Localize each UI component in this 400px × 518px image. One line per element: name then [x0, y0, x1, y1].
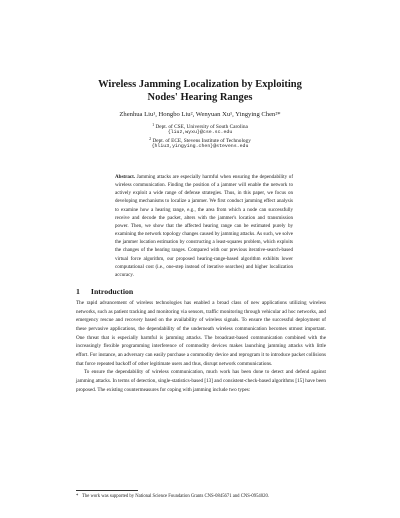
affiliation-1-email: {liuz,wyxu}@cse.sc.edu: [167, 130, 233, 136]
title-line-2: Nodes' Hearing Ranges: [147, 92, 253, 103]
section-heading: [76, 287, 133, 296]
affiliation-2-marker: 2: [149, 136, 152, 142]
affiliation-2-name: Dept. of ECE, Stevens Institute of Technology: [152, 138, 251, 145]
abstract-text: Jamming attacks are especially harmful when ensuring the dependability of wireless communication. Finding the position of a jammer will enable the network to actively exploit a wide range of defense strategies. Thus, in this paper, we focus on developing mechanisms to localize a jammer. We first conduct jamming effect analysis to examine how a hearing range, e.g., the area from which a node can successfully receive and decode the packet, alters with the jammer's location and transmission power. Then, we show that the affected hearing range can be estimated purely by examining the network topology changes caused by jamming attacks. As such, we solve the jammer location estimation by constructing a least-squares problem, which exploits the changes of the hearing ranges. Compared with our previous iterative-search-based virtual force algorithm, our proposed hearing-range-based algorithm exhibits lower computational cost (i.e., one-step instead of iterative searches) and higher localization accuracy.: [115, 174, 293, 278]
paragraph-1: The rapid advancement of wireless technologies has enabled a broad class of new applications utilizing wireless networks, such as patient tracking and monitoring via sensors, traffic monitoring through vehicular ad hoc networks, and emergency rescue and recovery based on the availability of wireless signals. To ensure the successful deployment of these pervasive applications, the dependability of the underneath wireless communication becomes utmost important. One threat that is especially harmful is jamming attacks. The broadcast-based communication combined with the increasingly flexible programming interference of commodity devices makes launching jamming attacks with little effort. For instance, an adversary can easily purchase a commodity device and reprogram it to introduce packet collisions that force repeated backoff of other legitimate users and thus, disrupt network communications.: [76, 300, 326, 367]
affiliation-2: [90, 138, 310, 151]
footnote: [76, 493, 326, 500]
affiliation-1: [90, 124, 310, 137]
affiliation-2-email: {hliu3,yingying.chen}@stevens.edu: [151, 144, 249, 150]
author-list: Zhenhua Liu¹, Hongbo Liu², Wenyuan Xu¹, Yingying Chen²*: [119, 111, 281, 118]
affiliation-1-marker: 1: [152, 122, 155, 127]
paragraph-2: To ensure the dependability of wireless communication, much work has been done to detect and defend against jamming attacks. In terms of detection, single-statistics-based [13] and consistent-check-based algorithms [15] have been proposed. The existing countermeasures for coping with jamming include two types:: [76, 369, 326, 393]
paper-title: [60, 78, 340, 104]
abstract: [115, 173, 293, 279]
abstract-label: Abstract.: [115, 174, 136, 180]
affiliations: [90, 124, 310, 152]
section-title: Introduction: [90, 287, 134, 296]
footnote-rule: [76, 490, 138, 491]
footnote-mark: *: [76, 494, 79, 499]
title-line-1: Wireless Jamming Localization by Exploiting: [98, 79, 302, 90]
affiliation-1-name: Dept. of CSE, University of South Carolina: [155, 124, 248, 130]
footnote-text: The work was supported by National Science Foundation Grants CNS-0845671 and CNS-0954020.: [82, 494, 269, 499]
section-number: 1: [76, 287, 80, 296]
introduction-body: [76, 299, 326, 394]
